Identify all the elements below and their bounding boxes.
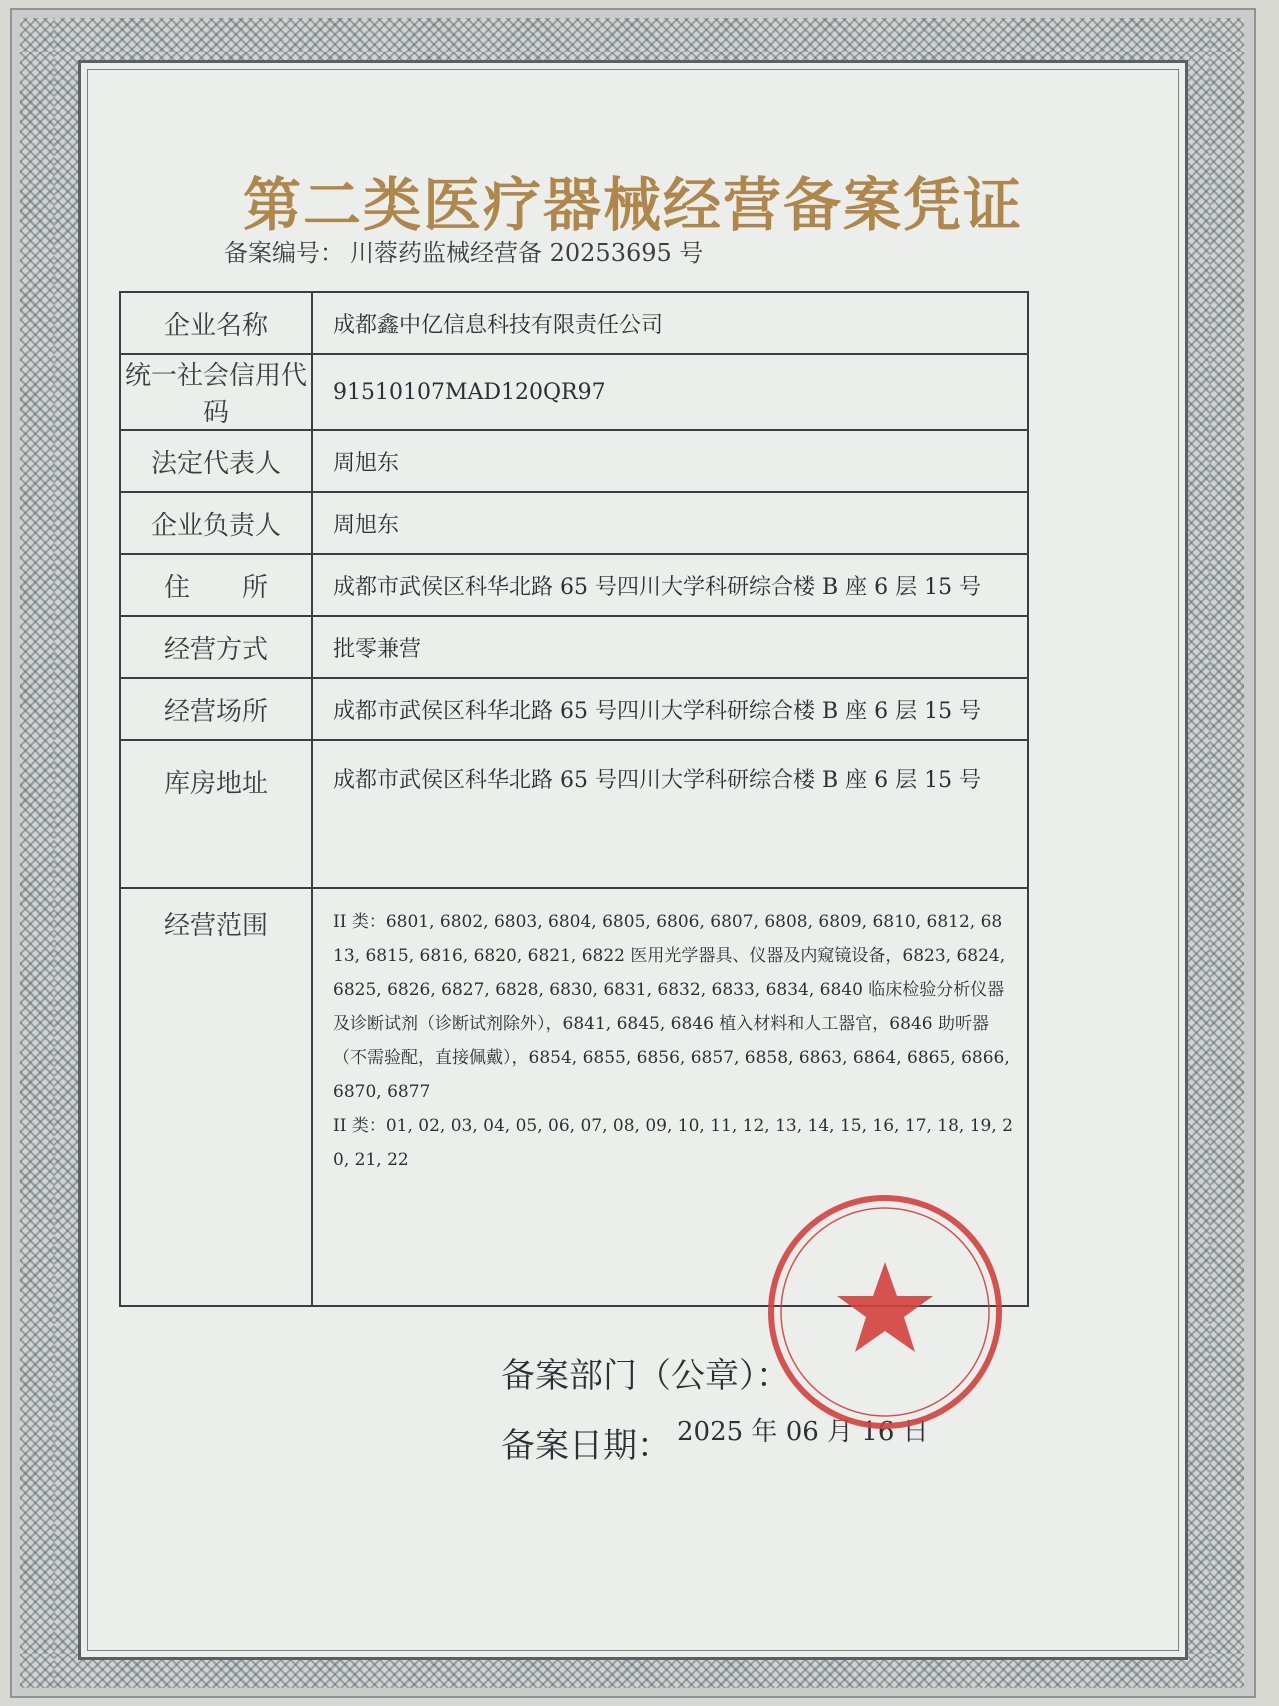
field-label: 库房地址 (120, 740, 312, 888)
field-label: 经营场所 (120, 678, 312, 740)
field-label: 住 所 (120, 554, 312, 616)
field-label: 统一社会信用代码 (120, 354, 312, 430)
company-name: 成都鑫中亿信息科技有限责任公司 (312, 292, 1028, 354)
scope-class-line-2: II 类：01, 02, 03, 04, 05, 06, 07, 08, 09, 10, 11, 12, 13, 14, 15, 16, 17, 18, 19, 20, 21, 22 (333, 1116, 1013, 1170)
table-row (120, 292, 1028, 354)
table-row (120, 492, 1028, 554)
filing-number-line (224, 233, 709, 268)
table-row (120, 430, 1028, 492)
warehouse-address: 成都市武侯区科华北路 65 号四川大学科研综合楼 B 座 6 层 15 号 (312, 740, 1028, 888)
field-label: 企业名称 (120, 292, 312, 354)
field-label: 经营范围 (120, 888, 312, 1306)
table-row (120, 616, 1028, 678)
field-label: 企业负责人 (120, 492, 312, 554)
credit-code: 91510107MAD120QR97 (312, 354, 1028, 430)
info-table (119, 291, 1029, 1307)
official-seal-icon (761, 1188, 1009, 1436)
filing-number-value: 川蓉药监械经营备 20253695 号 (350, 239, 704, 267)
legal-representative: 周旭东 (312, 430, 1028, 492)
business-premises: 成都市武侯区科华北路 65 号四川大学科研综合楼 B 座 6 层 15 号 (312, 678, 1028, 740)
table-row (120, 740, 1028, 888)
table-row (120, 354, 1028, 430)
certificate-title: 第二类医疗器械经营备案凭证 (242, 171, 1023, 239)
filing-number-label: 备案编号： (224, 239, 344, 267)
field-label: 法定代表人 (120, 430, 312, 492)
certificate-paper (78, 60, 1188, 1660)
table-row (120, 554, 1028, 616)
field-label: 经营方式 (120, 616, 312, 678)
registered-address: 成都市武侯区科华北路 65 号四川大学科研综合楼 B 座 6 层 15 号 (312, 554, 1028, 616)
scope-class-line-1: II 类：6801, 6802, 6803, 6804, 6805, 6806, 6807, 6808, 6809, 6810, 6812, 6813, 6815, 6816, 6820, 6821, 6822 医用光学器具、仪器及内窥镜设备，6823, 6824, 6825, 6826, 6827, 6828, 6830, 6831, 6832, 6833, 6834, 6840 临床检验分析仪器及诊断试剂（诊断试剂除外），6841, 6845, 6846 植入材料和人工器官，6846 助听器（不需验配，直接佩戴），6854, 6855, 6856, 6857, 6858, 6863, 6864, 6865, 6866, 6870, 6877 (333, 912, 1010, 1102)
business-mode: 批零兼营 (312, 616, 1028, 678)
table-row (120, 678, 1028, 740)
person-in-charge: 周旭东 (312, 492, 1028, 554)
filing-date-label: 备案日期： (501, 1426, 671, 1466)
filing-department-label: 备案部门（公章）： (501, 1356, 790, 1396)
filing-date-value: 2025 年 06 月 16 日 (677, 1417, 929, 1447)
